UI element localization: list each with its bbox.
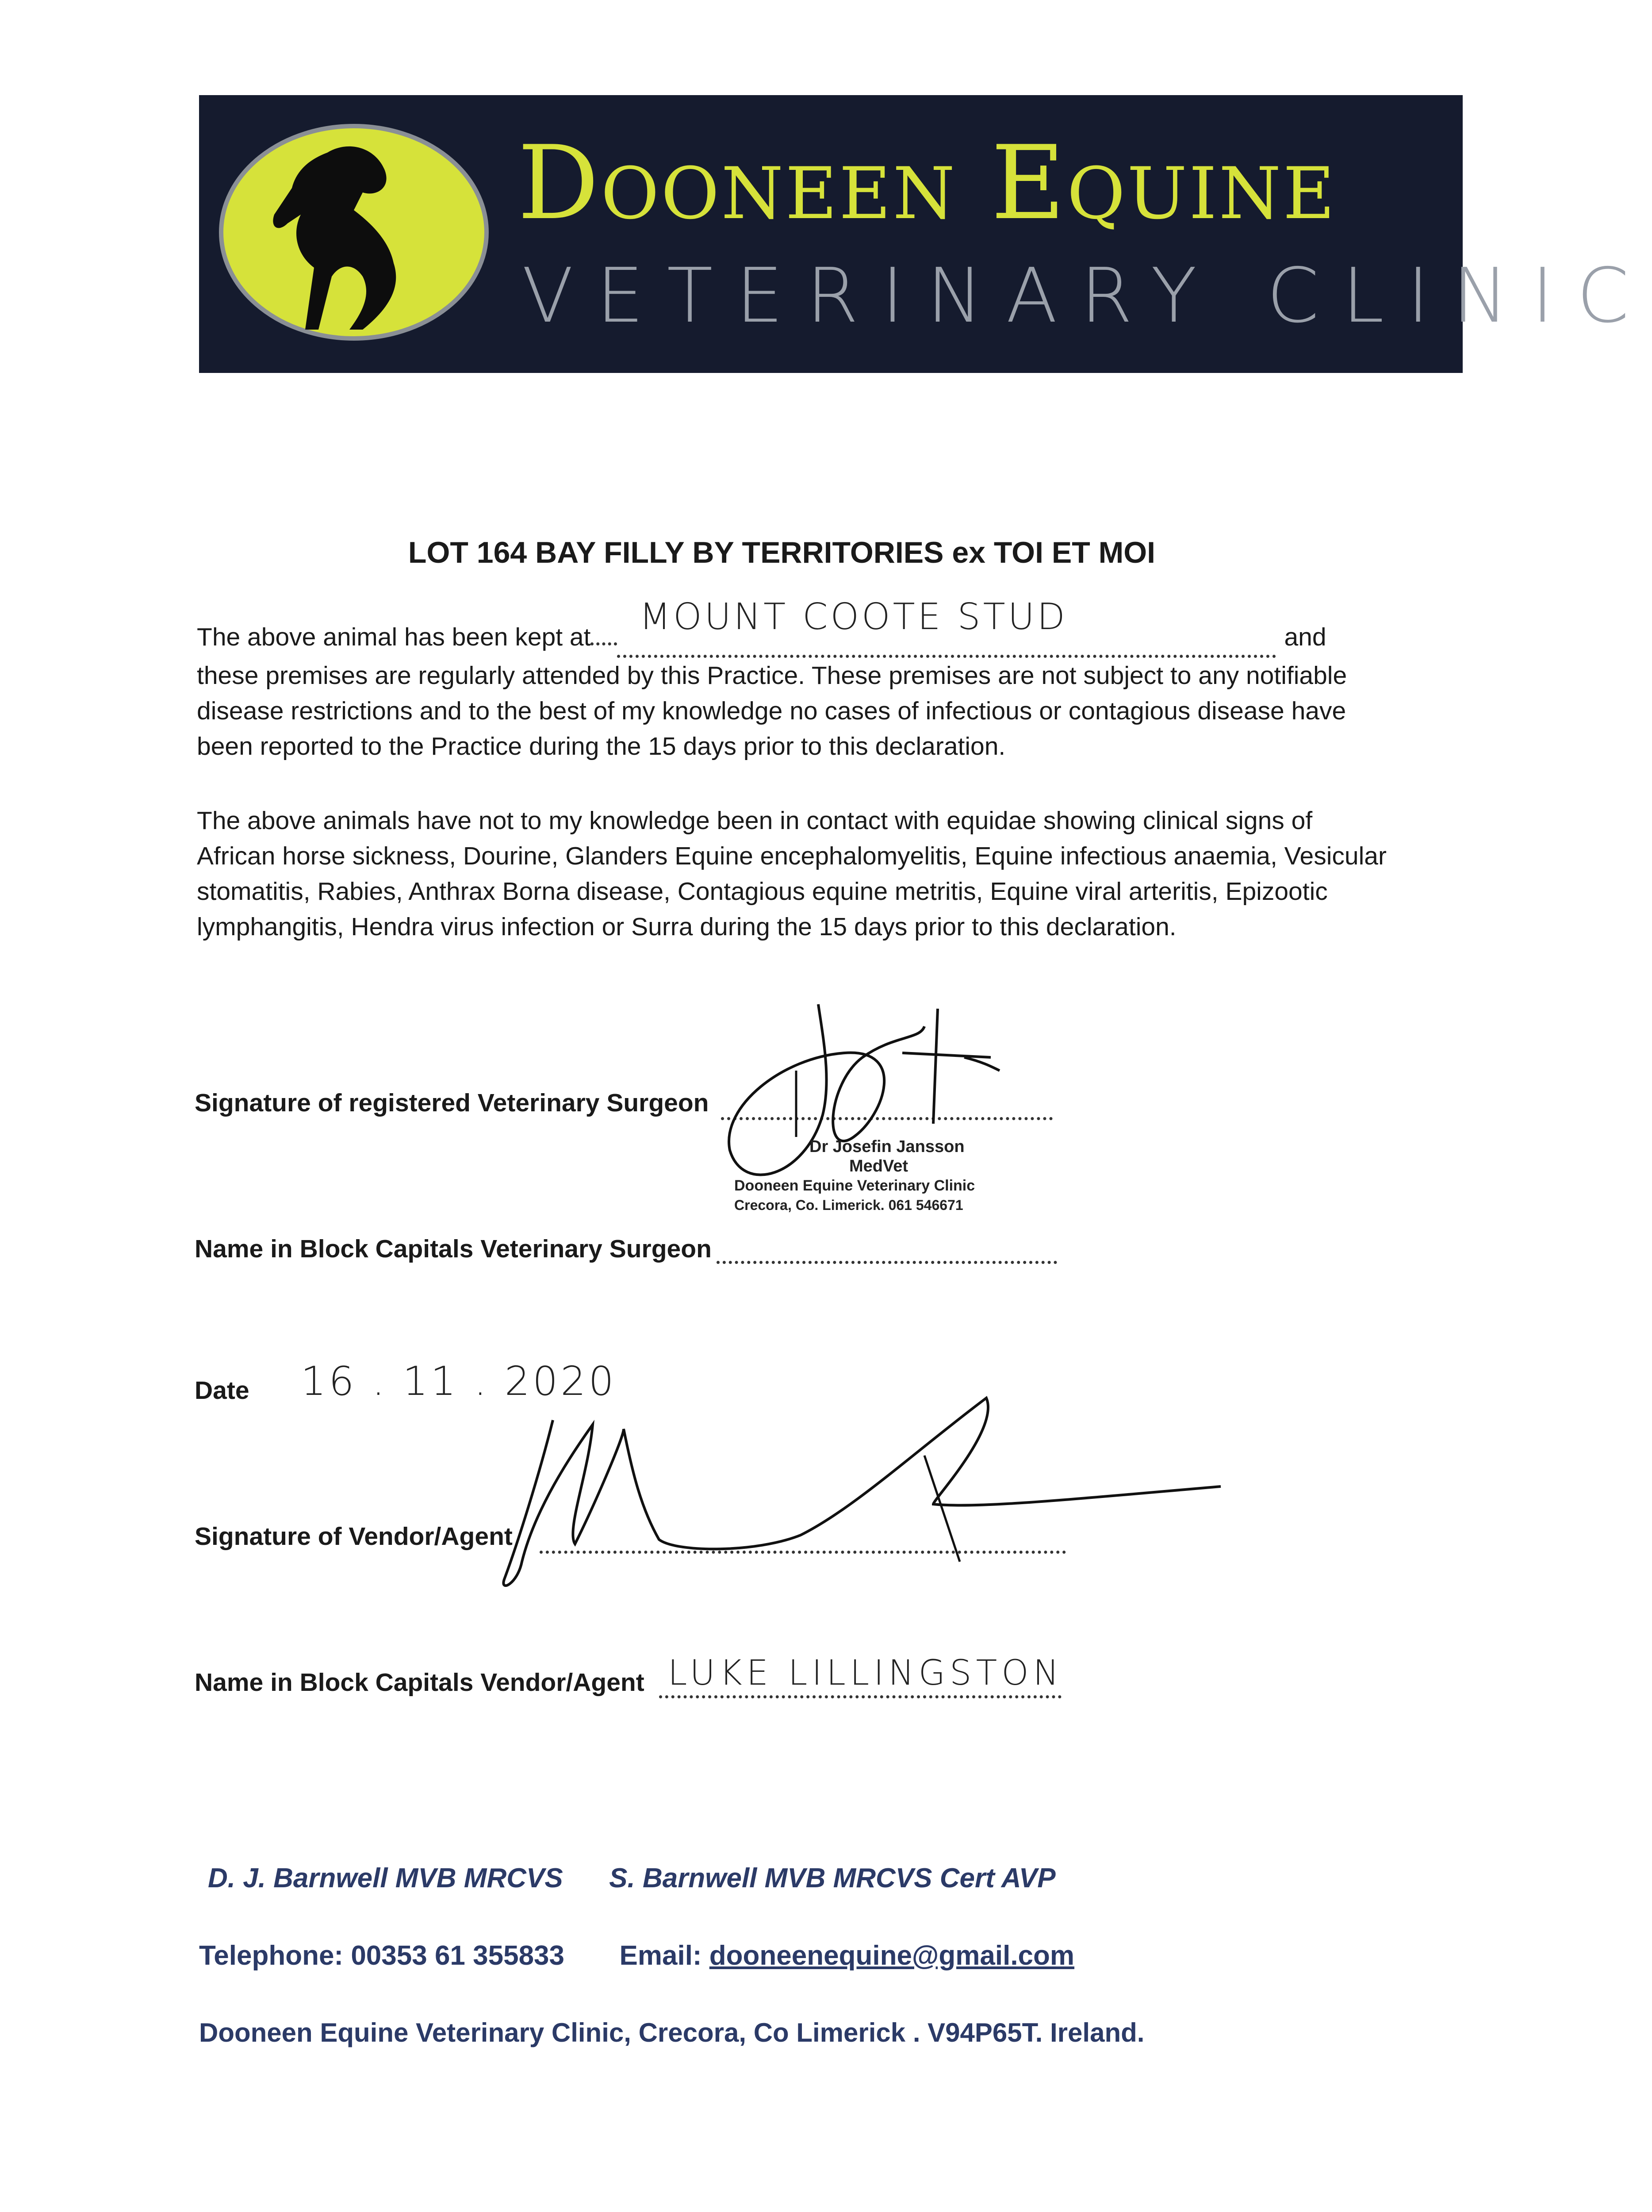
premises-handwritten: MOUNT COOTE STUD [639, 596, 1068, 638]
premises-prefix: The above animal has been kept at [197, 623, 591, 651]
stamp-clinic: Dooneen Equine Veterinary Clinic [734, 1177, 975, 1194]
vet-name-label: Name in Block Capitals Veterinary Surgeon [195, 1235, 712, 1263]
partner-1: D. J. Barnwell MVB MRCVS [208, 1863, 563, 1893]
date-value: 16 . 11 . 2020 [301, 1358, 617, 1405]
clinic-address: Dooneen Equine Veterinary Clinic, Crecora, Co Limerick . V94P65T. Ireland. [199, 2018, 1145, 2047]
vendor-name-label: Name in Block Capitals Vendor/Agent [195, 1668, 644, 1697]
premises-paragraph-rest: these premises are regularly attended by this Practice. These premises are not subject to any notifiable disease restrictions and to the best of my knowledge no cases of infectious or contagious disease have been reported to the Practice during the 15 days prior to this declaration. [197, 661, 1347, 760]
stamp-name: Dr Josefin Jansson [809, 1137, 965, 1156]
brand-title: Dooneen Equine [517, 124, 1337, 242]
stamp-title: MedVet [849, 1157, 908, 1175]
contact-line [199, 1940, 1074, 1971]
vet-stamp [734, 1137, 1044, 1215]
brand-subtitle: VETERINARY CLINIC [522, 252, 1652, 340]
vendor-name-value: LUKE LILLINGSTON [668, 1653, 1063, 1693]
partners-line [208, 1863, 1056, 1894]
contact-paragraph: The above animals have not to my knowledge been in contact with equidae showing clinical signs of African horse sickness, Dourine, Glanders Equine encephalomyelitis, Equine infectious anaemia, Vesicular stomatitis, Rabies, Anthrax Borna disease, Contagious equine metritis, Equine viral arteritis, Epizootic lymphangitis, Hendra virus infection or Surra during the 15 days prior to this declaration. [197, 806, 1387, 941]
header-banner [199, 95, 1652, 373]
telephone-label: Telephone: [199, 1940, 344, 1971]
vet-name-line [717, 1261, 1057, 1264]
lot-title: LOT 164 BAY FILLY BY TERRITORIES ex TOI ET MOI [408, 536, 1156, 569]
premises-paragraph [197, 596, 1391, 764]
partner-2: S. Barnwell MVB MRCVS Cert AVP [609, 1863, 1056, 1893]
vet-signature-label: Signature of registered Veterinary Surgeon [195, 1089, 709, 1117]
email-link[interactable]: dooneenequine@gmail.com [709, 1940, 1075, 1971]
stamp-address: Crecora, Co. Limerick. 061 546671 [734, 1197, 963, 1213]
vendor-signature-label: Signature of Vendor/Agent [195, 1522, 513, 1551]
vendor-name-line [659, 1655, 1062, 1698]
date-label: Date [195, 1376, 249, 1405]
telephone-value: 00353 61 355833 [351, 1940, 565, 1971]
email-label: Email: [619, 1940, 702, 1971]
vendor-signature [491, 1376, 1243, 1597]
premises-suffix: and [1284, 623, 1326, 651]
rearing-horse-icon [217, 122, 491, 343]
